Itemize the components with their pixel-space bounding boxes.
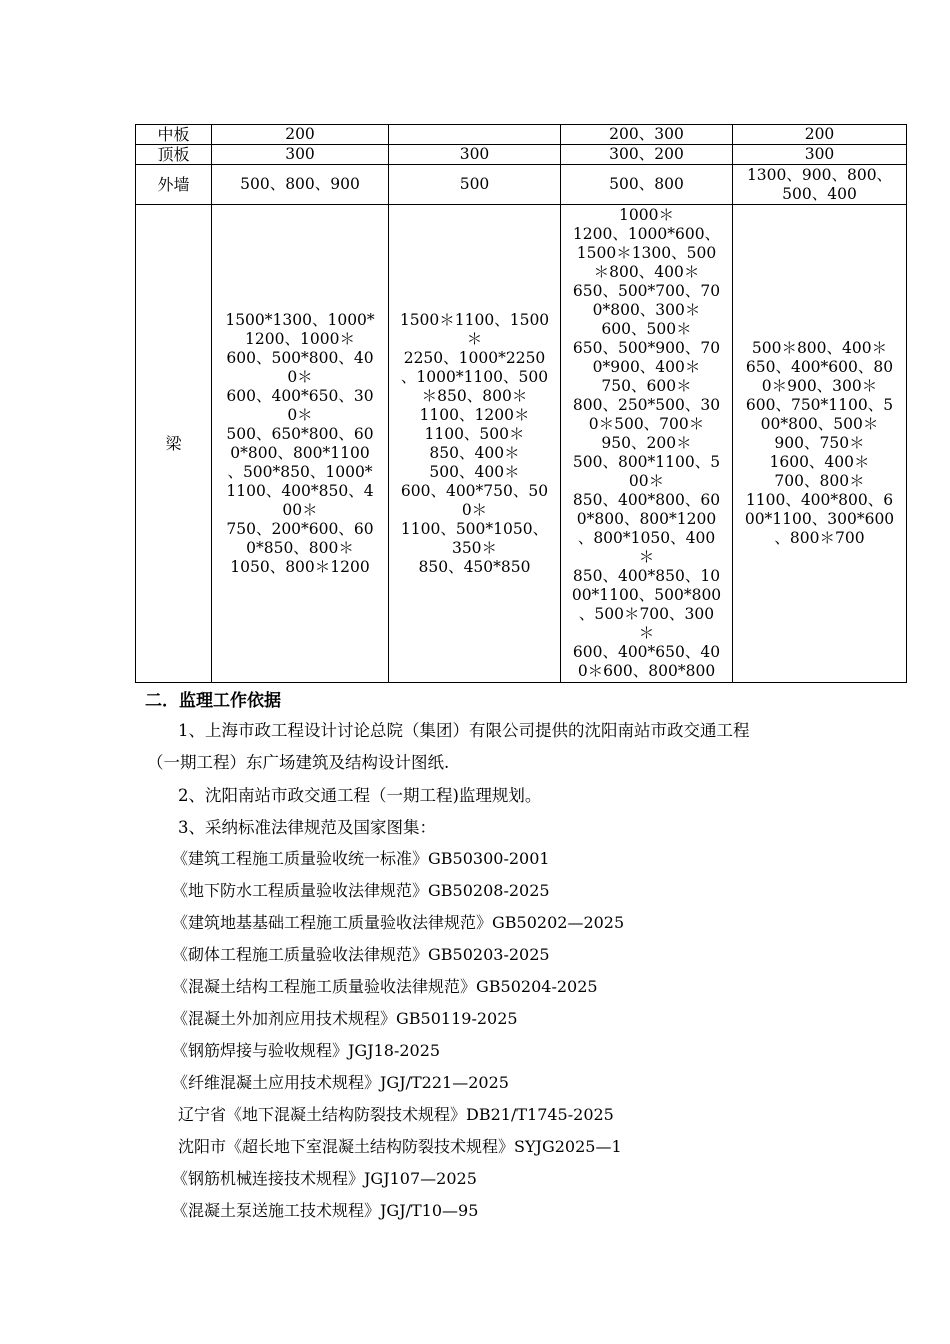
table-cell	[389, 125, 561, 145]
cell-line: 850、400*850、10	[572, 567, 721, 585]
table-cell	[733, 165, 907, 205]
cell-line: ＊	[638, 624, 655, 642]
row-label: 梁	[136, 205, 212, 683]
basis-item-1-line-2: （一期工程）东广场建筑及结构设计图纸.	[147, 753, 450, 772]
table-cell	[733, 125, 907, 145]
table-row	[136, 145, 907, 165]
cell-line: ＊800、400＊	[593, 263, 700, 281]
cell-line: 750、200*600、60	[226, 519, 374, 538]
cell-line: 300	[285, 145, 315, 163]
cell-line: 、1000*1100、500	[400, 367, 549, 386]
cell-line: 1500*1300、1000*	[225, 310, 375, 329]
cell-line: 0＊600、800*800	[577, 662, 716, 680]
cell-line: 0*800、800*1100	[230, 443, 370, 462]
cell-line: 、800*1050、400	[577, 529, 716, 547]
cell-line: 500、650*800、60	[226, 424, 374, 443]
cell-line: 500＊800、400＊	[751, 339, 888, 357]
cell-line: 0*800、800*1200	[576, 510, 717, 528]
standard-item: 《地下防水工程质量验收法律规范》GB50208-2025	[172, 881, 550, 900]
standard-item: 《建筑地基基础工程施工质量验收法律规范》GB50202—2025	[172, 913, 625, 932]
cell-line: 650、400*600、80	[745, 358, 894, 376]
cell-line: 1500＊1300、500	[576, 244, 717, 262]
table-cell	[733, 145, 907, 165]
cell-line: 1100、500＊	[424, 424, 525, 443]
cell-line: 350＊	[451, 538, 498, 557]
cell-line: 500、800*1100、5	[572, 453, 721, 471]
standard-item: 《钢筋焊接与验收规程》JGJ18-2025	[172, 1041, 441, 1060]
cell-line: 1100、1200＊	[419, 405, 530, 424]
standard-item: 《混凝土外加剂应用技术规程》GB50119-2025	[172, 1009, 518, 1028]
cell-line: 1100、400*850、4	[226, 481, 374, 500]
cell-line: 1000＊	[619, 206, 674, 224]
standard-item: 辽宁省《地下混凝土结构防裂技术规程》DB21/T1745-2025	[178, 1105, 614, 1124]
cell-line: 1200、1000＊	[245, 329, 355, 348]
table-cell	[212, 145, 389, 165]
table-cell	[733, 205, 907, 683]
cell-line: 600、400*750、50	[400, 481, 549, 500]
cell-line: 1600、400＊	[769, 453, 870, 471]
cell-line: 950、200＊	[601, 434, 692, 452]
cell-line: 00*1100、300*600	[744, 510, 895, 528]
cell-line: 850、450*850	[418, 557, 531, 576]
cell-line: 650、500*700、70	[572, 282, 721, 300]
table-row	[136, 125, 907, 145]
cell-line: 00*1100、500*800	[571, 586, 722, 604]
cell-line: 600、500＊	[601, 320, 692, 338]
section-heading: 二．监理工作依据	[145, 691, 281, 711]
table-cell	[389, 205, 561, 683]
cell-line: 500	[459, 175, 490, 193]
cell-line: 600、400*650、40	[572, 643, 721, 661]
cell-line: 600、400*650、30	[226, 386, 374, 405]
cell-line: 、500*850、1000*	[227, 462, 373, 481]
cell-line: ＊850、800＊	[421, 386, 528, 405]
table-cell	[561, 145, 733, 165]
cell-line: 1200、1000*600、	[572, 225, 721, 243]
row-label: 中板	[136, 125, 212, 145]
cell-line: 00＊	[282, 500, 318, 519]
member-dimension-table	[135, 124, 907, 683]
cell-line: 0＊500、700＊	[588, 415, 705, 433]
standard-item: 《混凝土泵送施工技术规程》JGJ/T10—95	[172, 1201, 479, 1220]
cell-line: 300、200	[609, 145, 684, 163]
table-cell	[561, 125, 733, 145]
cell-line: 、500＊700、300	[578, 605, 715, 623]
cell-line: 300	[804, 145, 835, 163]
cell-line: 1300、900、800、	[746, 165, 893, 184]
table-cell	[561, 205, 733, 683]
cell-line: 800、250*500、30	[572, 396, 721, 414]
cell-line: 1500＊1100、1500	[399, 310, 550, 329]
cell-line: 650、500*900、70	[572, 339, 721, 357]
cell-line: 1100、500*1050、	[400, 519, 549, 538]
cell-line: 500、800	[609, 175, 684, 193]
cell-line: 200	[804, 125, 835, 143]
cell-line: 900、750＊	[774, 434, 865, 452]
cell-line: 00＊	[628, 472, 665, 490]
cell-line: 500、400	[782, 184, 857, 203]
cell-line: 0*800、300＊	[592, 301, 701, 319]
cell-line: 500、800、900	[240, 175, 360, 193]
cell-line: 2250、1000*2250	[403, 348, 546, 367]
row-label: 顶板	[136, 145, 212, 165]
table-cell	[212, 205, 389, 683]
standard-item: 《砌体工程施工质量验收法律规范》GB50203-2025	[172, 945, 550, 964]
table-cell	[389, 145, 561, 165]
cell-line: 、800＊700	[774, 529, 865, 547]
table-cell	[212, 165, 389, 205]
cell-line: 300	[459, 145, 490, 163]
cell-line: 200	[285, 125, 315, 143]
cell-line: 600、500*800、40	[226, 348, 374, 367]
basis-item-1-line-1: 1、上海市政工程设计讨论总院（集团）有限公司提供的沈阳南站市政交通工程	[178, 721, 750, 740]
table-body	[136, 125, 907, 683]
cell-line: 700、800＊	[774, 472, 865, 490]
table-cell	[212, 125, 389, 145]
table-cell	[389, 165, 561, 205]
cell-line: 0*850、800＊	[246, 538, 354, 557]
cell-line: 00*800、500＊	[760, 415, 879, 433]
table-row	[136, 205, 907, 683]
table-cell	[561, 165, 733, 205]
standard-item: 沈阳市《超长地下室混凝土结构防裂技术规程》SYJG2025—1	[178, 1137, 622, 1156]
cell-line: 850、400＊	[429, 443, 520, 462]
cell-line: 850、400*800、60	[572, 491, 721, 509]
cell-line: 0*900、400＊	[592, 358, 701, 376]
cell-line: 1100、400*800、6	[745, 491, 894, 509]
cell-line: 0＊	[461, 500, 488, 519]
basis-item-2: 2、沈阳南站市政交通工程（一期工程)监理规划。	[178, 786, 542, 805]
cell-line: ＊	[466, 329, 483, 348]
cell-line: 500、400＊	[429, 462, 520, 481]
cell-line: 600、750*1100、5	[745, 396, 894, 414]
cell-line: 200、300	[609, 125, 684, 143]
table-row	[136, 165, 907, 205]
standard-item: 《纤维混凝土应用技术规程》JGJ/T221—2025	[172, 1073, 509, 1092]
standard-item: 《混凝土结构工程施工质量验收法律规范》GB50204-2025	[172, 977, 598, 996]
standard-item: 《钢筋机械连接技术规程》JGJ107—2025	[172, 1169, 477, 1188]
row-label: 外墙	[136, 165, 212, 205]
cell-line: 1050、800＊1200	[230, 557, 370, 576]
basis-item-3: 3、采纳标准法律规范及国家图集：	[178, 818, 436, 837]
standard-item: 《建筑工程施工质量验收统一标准》GB50300-2001	[172, 849, 550, 868]
cell-line: 0＊	[287, 367, 313, 386]
cell-line: 0＊	[287, 405, 313, 424]
cell-line: 750、600＊	[601, 377, 692, 395]
cell-line: 0＊900、300＊	[761, 377, 878, 395]
cell-line: ＊	[638, 548, 655, 566]
